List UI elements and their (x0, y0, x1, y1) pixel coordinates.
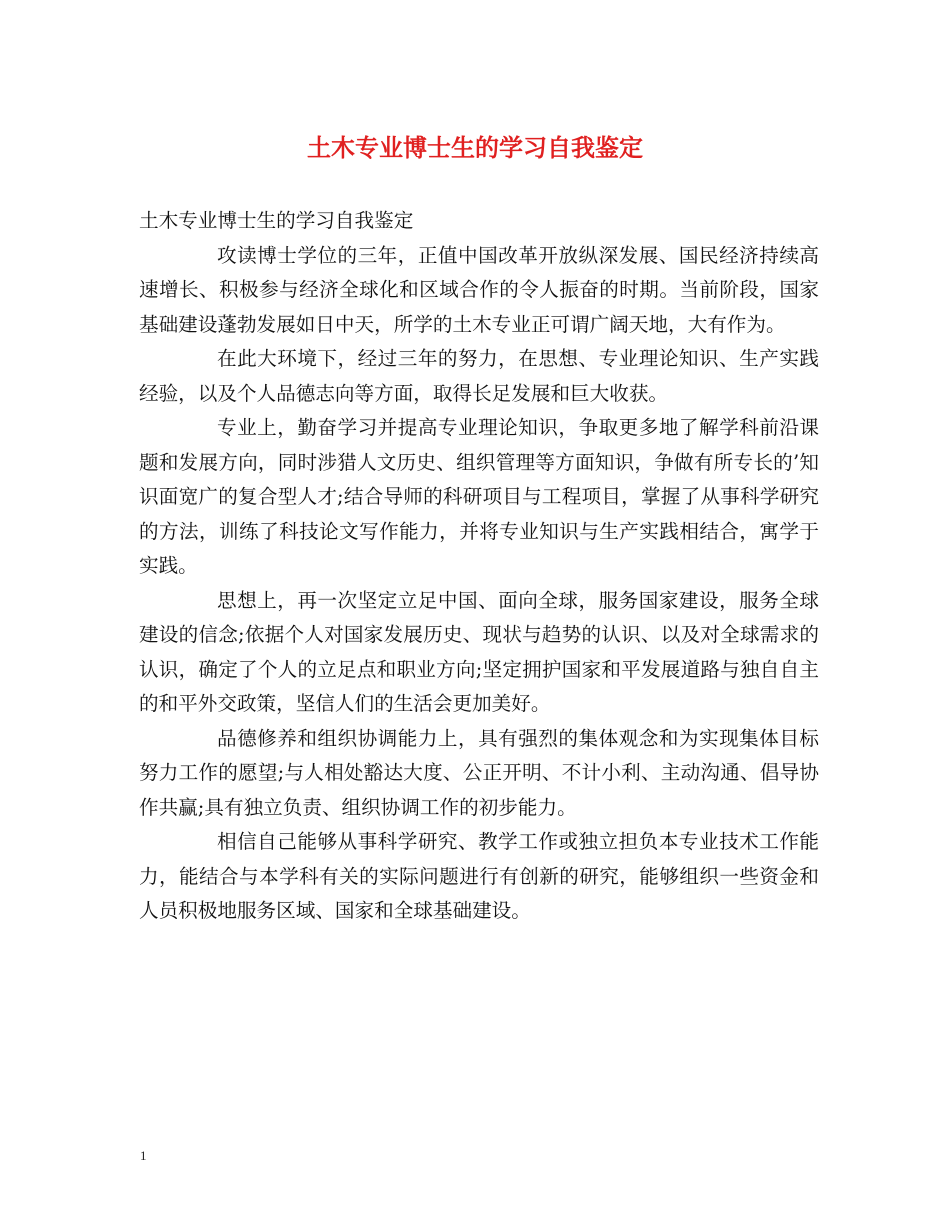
paragraph-character: 品德修养和组织协调能力上，具有强烈的集体观念和为实现集体目标努力工作的愿望;与人相处豁达大度、公正开明、不计小利、主动沟通、倡导协作共赢;具有独立负责、组织协调工作的初步能力。 (139, 726, 819, 819)
page-number: 1 (140, 1148, 147, 1163)
document-subtitle: 土木专业博士生的学习自我鉴定 (139, 209, 414, 232)
paragraph-overview: 在此大环境下，经过三年的努力，在思想、专业理论知识、生产实践经验，以及个人品德志向等方面，取得长足发展和巨大收获。 (139, 347, 819, 405)
document-body (139, 204, 819, 929)
paragraph-professional: 专业上，勤奋学习并提高专业理论知识，争取更多地了解学科前沿课题和发展方向，同时涉猎人文历史、组织管理等方面知识，争做有所专长的’知识面宽广的复合型人才;结合导师的科研项目与工程项目，掌握了从事科学研究的方法，训练了科技论文写作能力，并将专业知识与生产实践相结合，寓学于实践。 (139, 416, 819, 577)
paragraph-conclusion: 相信自己能够从事科学研究、教学工作或独立担负本专业技术工作能力，能结合与本学科有关的实际问题进行有创新的研究，能够组织一些资金和人员积极地服务区域、国家和全球基础建设。 (139, 830, 819, 922)
paragraph-ideology: 思想上，再一次坚定立足中国、面向全球，服务国家建设，服务全球建设的信念;依据个人对国家发展历史、现状与趋势的认识、以及对全球需求的认识，确定了个人的立足点和职业方向;坚定拥护国家和平发展道路与独自自主的和平外交政策，坚信人们的生活会更加美好。 (139, 588, 819, 715)
paragraph-intro: 攻读博士学位的三年，正值中国改革开放纵深发展、国民经济持续高速增长、积极参与经济全球化和区域合作的令人振奋的时期。当前阶段，国家基础建设蓬勃发展如日中天，所学的土木专业正可谓广阔天地，大有作为。 (139, 243, 819, 336)
document-title: 土木专业博士生的学习自我鉴定 (307, 133, 643, 162)
